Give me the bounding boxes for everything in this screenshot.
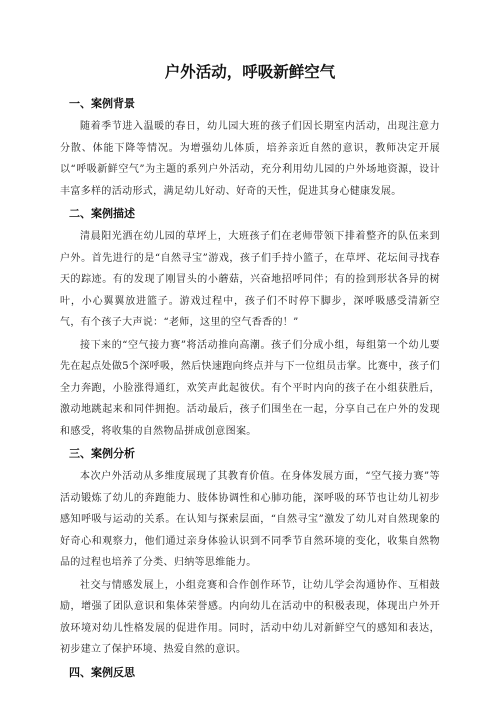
section-description <box>60 206 440 442</box>
paragraph: 社交与情感发展上，小组竞赛和合作创作环节，让幼儿学会沟通协作、互相鼓励，增强了团队意识和集体荣誉感。内向幼儿在活动中的积极表现，体现出户外开放环境对幼儿性格发展的促进作用。同时，活动中幼儿对新鲜空气的感知和表达，初步建立了保护环境、热爱自然的意识。 <box>60 579 440 655</box>
paragraph: 随着季节进入温暖的春日，幼儿园大班的孩子们因长期室内活动，出现注意力分散、体能下降等情况。为增强幼儿体质，培养亲近自然的意识，教师决定开展以“呼吸新鲜空气”为主题的系列户外活动，充分利用幼儿园的户外场地资源，设计丰富多样的活动形式，满足幼儿好动、好奇的天性，促进其身心健康发展。 <box>60 121 440 197</box>
section-heading: 三、案例分析 <box>69 447 135 460</box>
paragraph: 本次户外活动从多维度展现了其教育价值。在身体发展方面，“空气接力赛”等活动锻炼了幼儿的奔跑能力、肢体协调性和心肺功能，深呼吸的环节也让幼儿初步感知呼吸与运动的关系。在认知与探索层面，“自然寻宝”激发了幼儿对自然现象的好奇心和观察力，他们通过亲身体验认识到不同季节自然环境的变化，收集自然物品的过程也培养了分类、归纳等思维能力。 <box>60 471 440 568</box>
section-analysis <box>60 446 440 661</box>
section-heading: 二、案例描述 <box>69 207 135 220</box>
section-heading: 四、案例反思 <box>69 665 135 679</box>
section-background <box>60 96 440 202</box>
section-heading: 一、案例背景 <box>69 97 135 110</box>
document-title: 户外活动，呼吸新鲜空气 <box>164 63 336 81</box>
section-reflection <box>60 665 440 681</box>
paragraph: 接下来的“空气接力赛”将活动推向高潮。孩子们分成小组，每组第一个幼儿要先在起点处做5个深呼吸，然后快速跑向终点并与下一位组员击掌。比赛中，孩子们全力奔跑，小脸涨得通红，欢笑声此起彼伏。有个平时内向的孩子在小组获胜后，激动地跳起来和同伴拥抱。活动最后，孩子们围坐在一起，分享自己在户外的发现和感受，将收集的自然物品拼成创意图案。 <box>60 339 440 437</box>
document-body <box>60 96 440 685</box>
paragraph: 清晨阳光洒在幼儿园的草坪上，大班孩子们在老师带领下排着整齐的队伍来到户外。首先进行的是“自然寻宝”游戏，孩子们手持小篮子，在草坪、花坛间寻找春天的踪迹。有的发现了刚冒头的小蘑菇，兴奋地招呼同伴；有的捡到形状各异的树叶，小心翼翼放进篮子。游戏过程中，孩子们不时停下脚步，深呼吸感受清新空气，有个孩子大声说：“老师，这里的空气香香的！” <box>60 231 440 328</box>
